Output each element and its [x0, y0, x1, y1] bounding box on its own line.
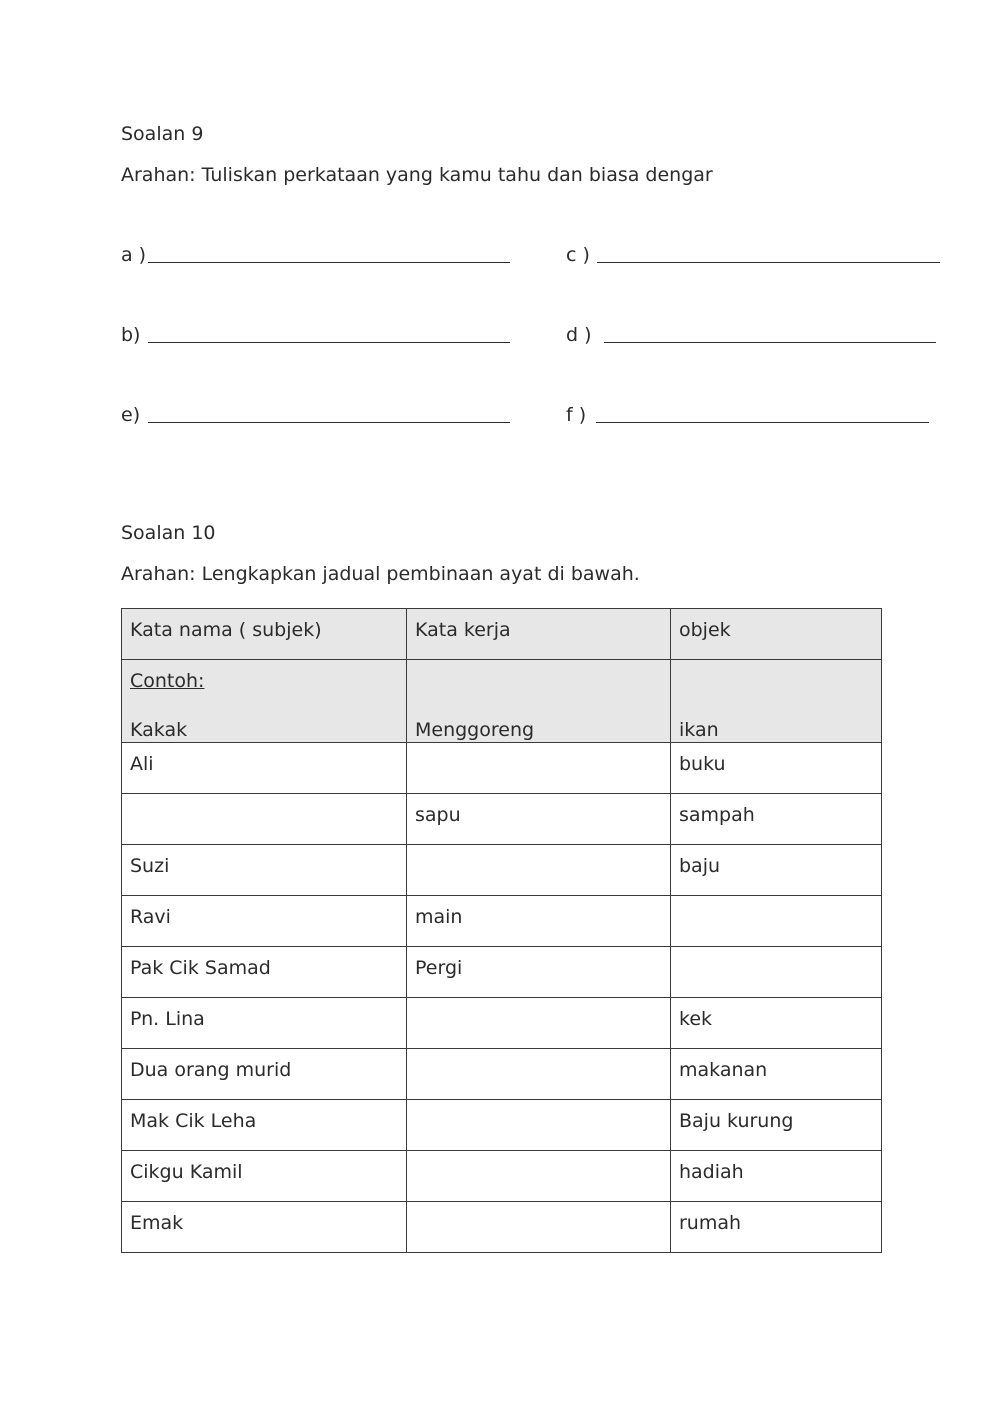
subject-cell: Suzi: [122, 845, 407, 896]
subject-cell: Dua orang murid: [122, 1049, 407, 1100]
table-row: [122, 1202, 882, 1253]
blank-label-c: c ): [566, 244, 590, 266]
verb-cell: Pergi: [407, 947, 671, 998]
example-object-cell: [671, 660, 882, 743]
verb-cell[interactable]: [407, 998, 671, 1049]
answer-line-f[interactable]: [596, 422, 929, 423]
blank-label-a: a ): [121, 244, 147, 266]
table-header-row: [122, 609, 882, 660]
header-object: objek: [671, 609, 882, 660]
table-row: [122, 1151, 882, 1202]
example-subject: Kakak: [130, 719, 188, 741]
example-object: ikan: [679, 719, 719, 741]
table-row: [122, 1049, 882, 1100]
question-10-instruction: Arahan: Lengkapkan jadual pembinaan ayat di bawah.: [121, 563, 640, 585]
question-9-instruction: Arahan: Tuliskan perkataan yang kamu tahu dan biasa dengar: [121, 164, 713, 186]
table-row: [122, 947, 882, 998]
verb-cell[interactable]: [407, 1049, 671, 1100]
answer-line-b[interactable]: [148, 342, 510, 343]
verb-cell[interactable]: [407, 1202, 671, 1253]
subject-cell: Ali: [122, 743, 407, 794]
answer-line-c[interactable]: [597, 262, 940, 263]
object-cell[interactable]: [671, 947, 882, 998]
question-9-title: Soalan 9: [121, 123, 204, 145]
blank-label-d: d ): [566, 324, 592, 346]
table-row: [122, 1100, 882, 1151]
subject-cell[interactable]: [122, 794, 407, 845]
blank-label-e: e): [121, 404, 141, 426]
verb-cell[interactable]: [407, 743, 671, 794]
verb-cell: main: [407, 896, 671, 947]
example-verb-cell: [407, 660, 671, 743]
table-row: [122, 896, 882, 947]
answer-line-e[interactable]: [148, 422, 510, 423]
answer-line-d[interactable]: [604, 342, 936, 343]
verb-cell: sapu: [407, 794, 671, 845]
object-cell: rumah: [671, 1202, 882, 1253]
table-row: [122, 743, 882, 794]
table-row: [122, 998, 882, 1049]
subject-cell: Emak: [122, 1202, 407, 1253]
answer-line-a[interactable]: [148, 262, 510, 263]
object-cell: Baju kurung: [671, 1100, 882, 1151]
header-subject: Kata nama ( subjek): [122, 609, 407, 660]
table-row: [122, 845, 882, 896]
object-cell: makanan: [671, 1049, 882, 1100]
sentence-construction-table: [121, 608, 882, 1253]
blank-label-b: b): [121, 324, 141, 346]
question-10-title: Soalan 10: [121, 522, 216, 544]
example-verb: Menggoreng: [415, 719, 535, 741]
verb-cell[interactable]: [407, 845, 671, 896]
verb-cell[interactable]: [407, 1100, 671, 1151]
object-cell: baju: [671, 845, 882, 896]
table-row: [122, 794, 882, 845]
example-row: [122, 660, 882, 743]
object-cell: sampah: [671, 794, 882, 845]
subject-cell: Ravi: [122, 896, 407, 947]
header-verb: Kata kerja: [407, 609, 671, 660]
object-cell: hadiah: [671, 1151, 882, 1202]
example-subject-cell: [122, 660, 407, 743]
verb-cell[interactable]: [407, 1151, 671, 1202]
example-label: Contoh:: [130, 670, 205, 692]
subject-cell: Pn. Lina: [122, 998, 407, 1049]
subject-cell: Mak Cik Leha: [122, 1100, 407, 1151]
object-cell: kek: [671, 998, 882, 1049]
object-cell: buku: [671, 743, 882, 794]
blank-label-f: f ): [566, 404, 587, 426]
subject-cell: Cikgu Kamil: [122, 1151, 407, 1202]
object-cell[interactable]: [671, 896, 882, 947]
subject-cell: Pak Cik Samad: [122, 947, 407, 998]
